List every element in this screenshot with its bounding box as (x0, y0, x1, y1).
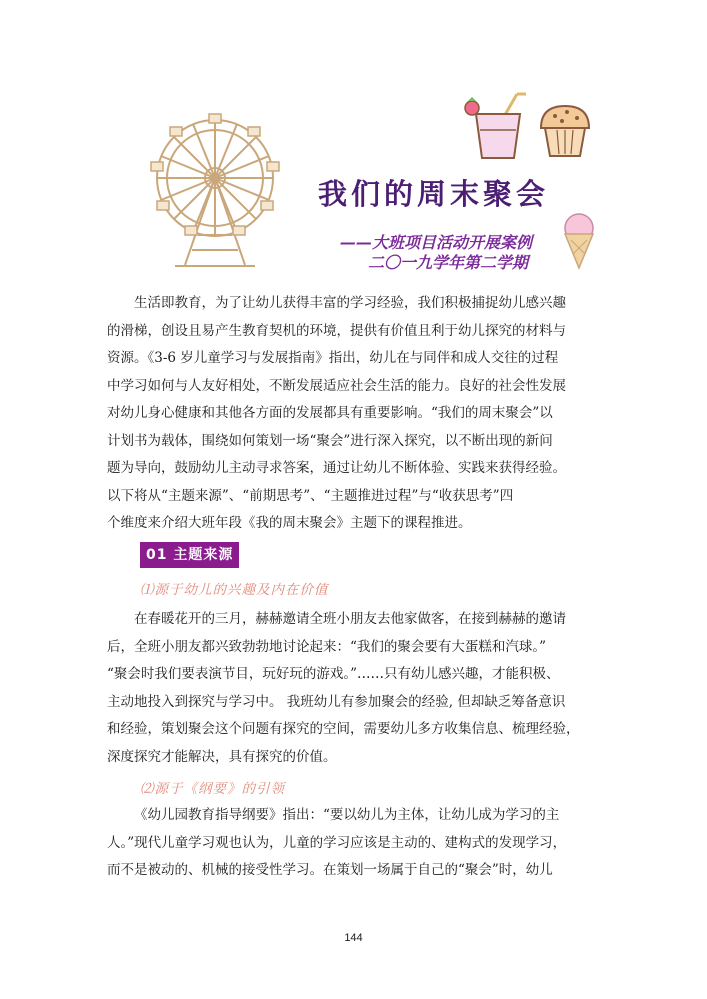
ferris-wheel-icon (130, 100, 305, 275)
drink-cup-icon (462, 90, 534, 162)
text-line: 以下将从“主题来源”、“前期思考”、“主题推进过程”与“收获思考”四 (107, 487, 514, 504)
text-line: 个维度来介绍大班年段《我的周末聚会》主题下的课程推进。 (107, 515, 472, 531)
subheading-interest: ⑴源于幼儿的兴趣及内在价值 (140, 582, 329, 598)
text-line: 主动地投入到探究与学习中。 我班幼儿有参加聚会的经验, 但却缺乏筹备意识 (107, 693, 566, 710)
page-title: 我们的周末聚会 (318, 177, 550, 211)
intro-paragraph (107, 290, 607, 538)
text-line: 中学习如何与人友好相处，不断发展适应社会生活的能力。良好的社会性发展 (107, 377, 566, 394)
subtitle-case: ——大班项目活动开展案例 (340, 233, 533, 252)
text-line: 题为导向，鼓励幼儿主动寻求答案，通过让幼儿不断体验、实践来获得经验。 (107, 460, 566, 476)
subheading-guideline: ⑵源于《纲要》的引领 (140, 781, 285, 797)
text-line: “聚会时我们要表演节目，玩好玩的游戏。”……只有幼儿感兴趣，才能积极、 (107, 666, 560, 682)
text-line: 对幼儿身心健康和其他各方面的发展都具有重要影响。“我们的周末聚会”以 (107, 405, 553, 421)
text-line: 和经验，策划聚会这个问题有探究的空间，需要幼儿多方收集信息、梳理经验， (107, 721, 580, 737)
text-line: 在春暖花开的三月，赫赫邀请全班小朋友去他家做客，在接到赫赫的邀请 (134, 611, 566, 627)
text-line: 的滑梯，创设且易产生教育契机的环境，提供有价值且利于幼儿探究的材料与 (107, 322, 566, 339)
text-line: 而不是被动的、机械的接受性学习。在策划一场属于自己的“聚会”时，幼儿 (107, 862, 553, 878)
text-line: 计划书为载体，围绕如何策划一场“聚会”进行深入探究，以不断出现的新问 (107, 432, 553, 449)
guideline-paragraph (107, 802, 607, 885)
text-line: 《幼儿园教育指导纲要》指出：“要以幼儿为主体，让幼儿成为学习的主 (134, 807, 560, 823)
text-line: 深度探究才能解决，具有探究的价值。 (107, 748, 337, 765)
ice-cream-icon (555, 210, 603, 270)
section-heading: 01 主题来源 (140, 542, 239, 568)
muffin-icon (535, 100, 595, 160)
text-line: 后，全班小朋友都兴致勃勃地讨论起来：“我们的聚会要有大蛋糕和汽球。” (107, 638, 547, 655)
text-line: 人。”现代儿童学习观也认为，儿童的学习应该是主动的、建构式的发现学习， (107, 834, 567, 851)
subtitle-semester: 二〇一九学年第二学期 (368, 253, 529, 272)
text-line: 资源。《3-6 岁儿童学习与发展指南》指出，幼儿在与同伴和成人交往的过程 (107, 350, 559, 366)
interest-paragraph (107, 606, 607, 771)
text-line: 生活即教育，为了让幼儿获得丰富的学习经验，我们积极捕捉幼儿感兴趣 (134, 295, 566, 311)
page-number: 144 (344, 932, 363, 944)
